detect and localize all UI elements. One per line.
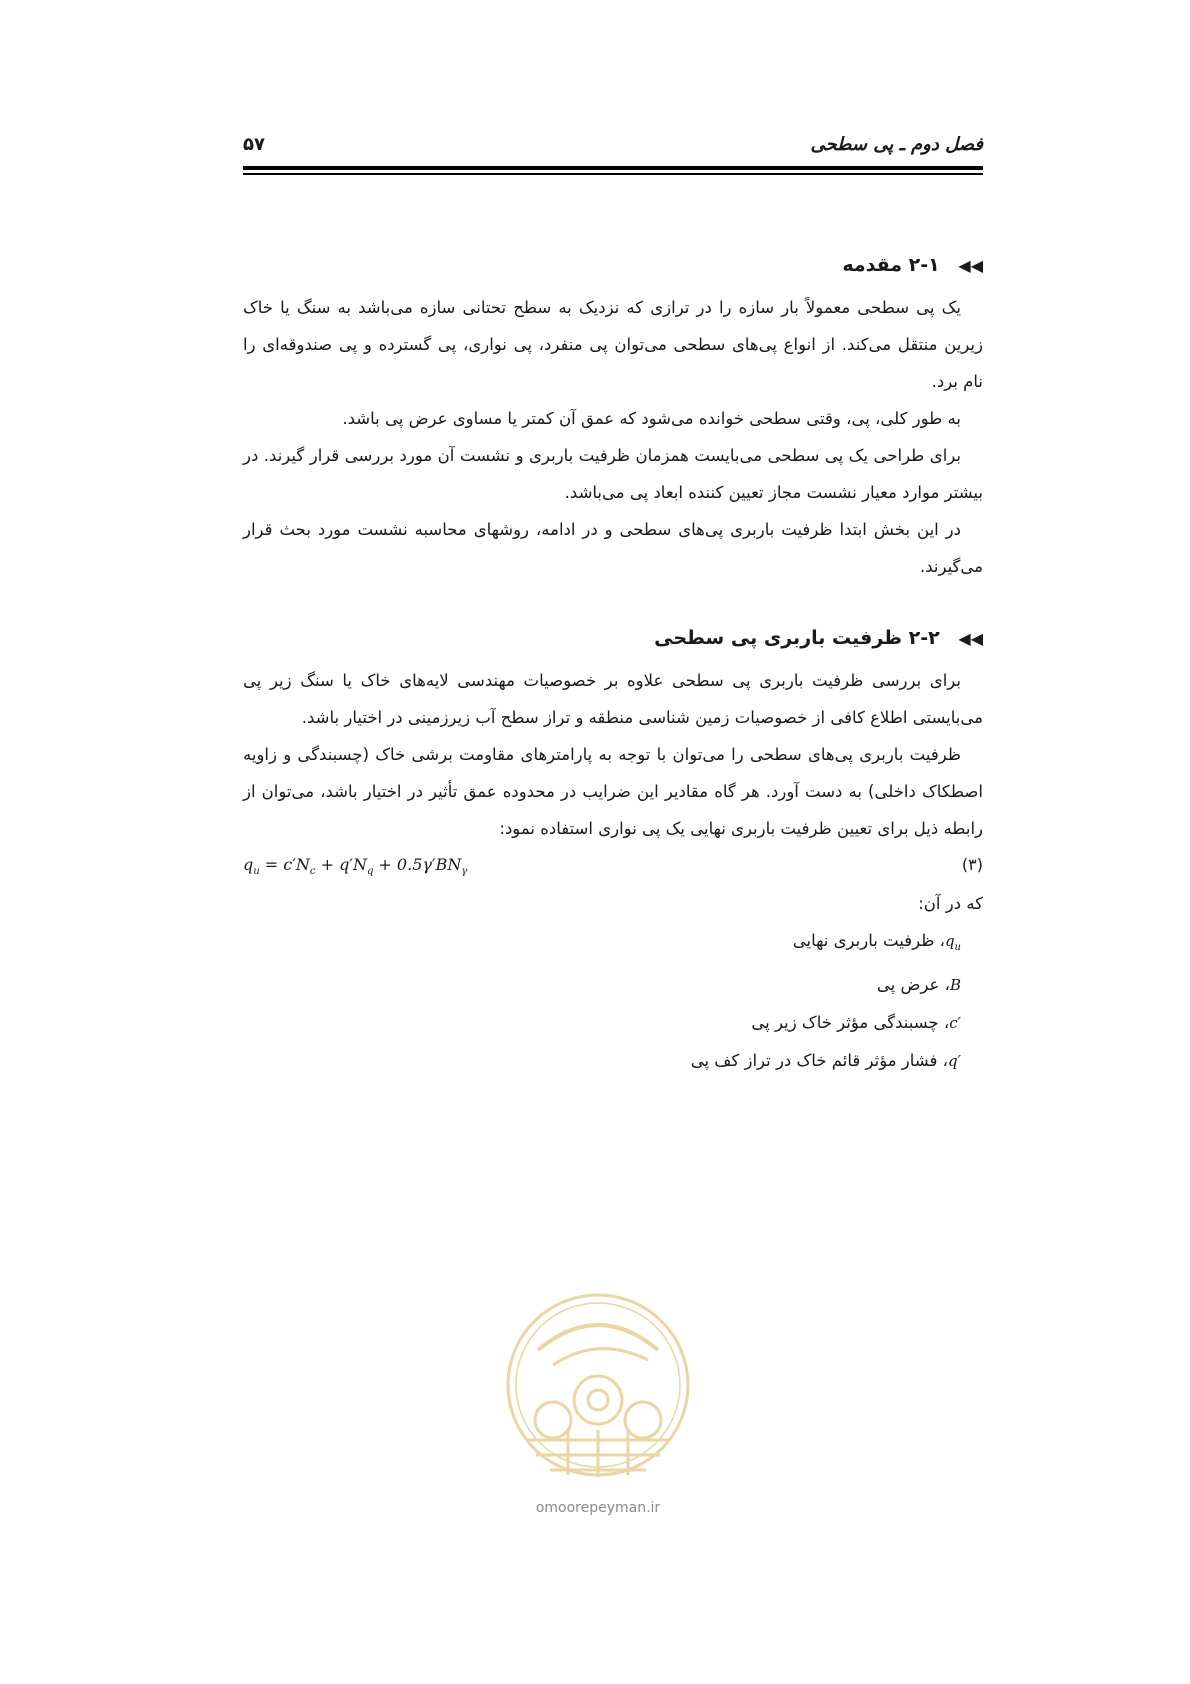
section-number: ۲-۲ — [908, 627, 940, 649]
section-marker-icon: ◀◀ — [958, 256, 983, 275]
omoorepeyman-seal-icon — [498, 1280, 698, 1490]
chapter-title: فصل دوم ـ پی سطحی — [810, 134, 983, 155]
page-number: ۵۷ — [243, 134, 265, 155]
header-rule-thick — [243, 166, 983, 170]
definition-item: q′، فشار مؤثر قائم خاک در تراز کف پی — [690, 1051, 961, 1070]
where-label: که در آن: — [918, 894, 983, 913]
definition-symbol: $q_u$ — [944, 932, 961, 953]
section-number: ۲-۱ — [908, 254, 940, 276]
definition-symbol: q′ — [947, 1052, 961, 1070]
paragraph: یک پی سطحی معمولاً بار سازه را در ترازی که نزدیک به سطح تحتانی سازه می‌باشد به سنگ یا خاک زیرین منتقل می‌کند. از انواع پی‌های سطحی می‌توان پی منفرد، پی نواری، پی گسترده و پی صندوقه‌ای را نام برد. — [243, 298, 983, 391]
watermark-url: omoorepeyman.ir — [535, 1500, 661, 1516]
header-rule-thin — [243, 173, 983, 175]
page-header — [243, 128, 983, 168]
body-content — [243, 240, 983, 1080]
section-heading-intro — [243, 248, 983, 283]
equation-row — [243, 849, 983, 885]
paragraph: به طور کلی، پی، وقتی سطحی خوانده می‌شود که عمق آن کمتر یا مساوی عرض پی باشد. — [342, 409, 961, 428]
paragraph: برای طراحی یک پی سطحی می‌بایست همزمان ظرفیت باربری و نشست آن مورد بررسی قرار گیرند. در بیشتر موارد معیار نشست مجاز تعیین کننده ابعاد پی می‌باشد. — [243, 446, 983, 502]
equation-number: (۳) — [961, 855, 983, 874]
bearing-capacity-equation: $q_u = c'N_c + q'N_q + 0.5\gamma'BN_\gamma$ — [243, 855, 468, 878]
definition-item: $q_u،$ ظرفیت باربری نهایی — [792, 931, 961, 953]
paragraph: ظرفیت باربری پی‌های سطحی را می‌توان با توجه به پارامترهای مقاومت برشی خاک (چسبندگی و زاویه اصطکاک داخلی) به دست آورد. هر گاه مقادیر این ضرایب در محدوده عمق تأثیر در اختیار باشد، می‌توان از رابطه ذیل برای تعیین ظرفیت باربری نهایی یک پی نواری استفاده نمود: — [243, 745, 983, 838]
paragraph: در این بخش ابتدا ظرفیت باربری پی‌های سطحی و در ادامه، روشهای محاسبه نشست مورد بحث قرار می‌گیرند. — [243, 520, 983, 576]
section-title: مقدمه — [842, 254, 903, 276]
section-marker-icon: ◀◀ — [958, 629, 983, 648]
definition-item: B، عرض پی — [876, 975, 961, 994]
section-heading-bearing-capacity — [243, 621, 983, 656]
section-title: ظرفیت باربری پی سطحی — [654, 627, 903, 649]
definition-symbol: c′ — [949, 1014, 961, 1032]
paragraph: برای بررسی ظرفیت باربری پی سطحی علاوه بر خصوصیات مهندسی لایه‌های خاک یا سنگ زیر پی می‌بایستی اطلاع کافی از خصوصیات زمین شناسی منطقه و تراز سطح آب زیرزمینی در اختیار باشد. — [243, 671, 983, 727]
definition-item: c′، چسبندگی مؤثر خاک زیر پی — [751, 1013, 961, 1032]
definition-symbol: B — [949, 976, 961, 994]
